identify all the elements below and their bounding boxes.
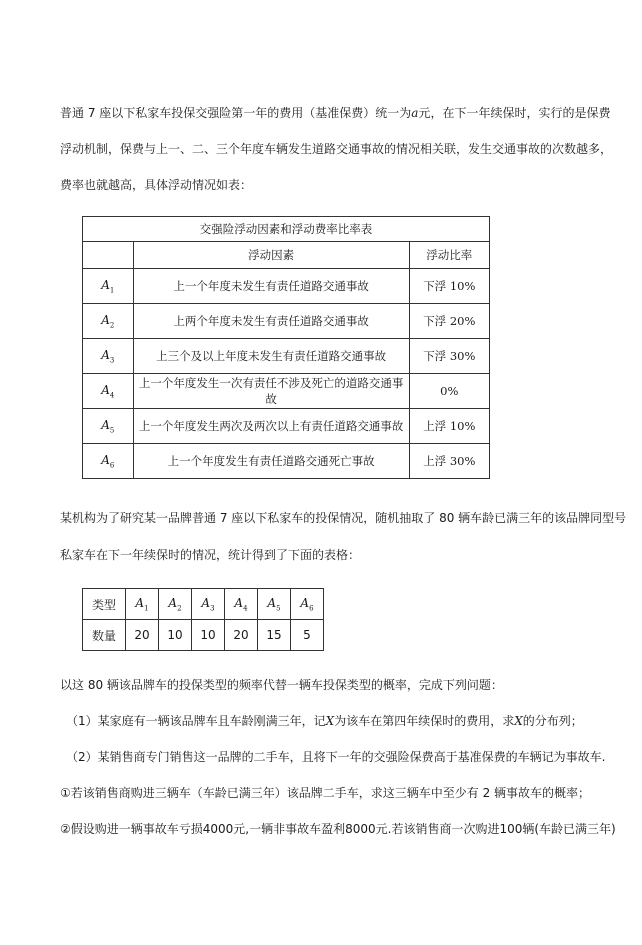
rate-factor: 上一个年度发生一次有责任不涉及死亡的道路交通事故 (133, 374, 409, 409)
rate-factor: 上两个年度未发生有责任道路交通事故 (133, 304, 409, 339)
rate-code: $A_6$ (83, 444, 134, 479)
rate-ratio: 0% (409, 374, 489, 409)
question-1-text: 为该车在第四年续保时的费用，求 (334, 714, 515, 728)
rate-ratio: 上浮 10% (409, 409, 489, 444)
rate-table-row (83, 409, 490, 444)
intro-text: 元，在下一年续保时，实行的是保费 (418, 106, 611, 120)
question-1-text: 的分布列； (522, 714, 583, 728)
type-count: 5 (291, 620, 324, 651)
rate-table-row (83, 374, 490, 409)
type-code: $A_3$ (192, 589, 225, 620)
count-table-count-label: 数量 (83, 620, 126, 651)
type-code: $A_1$ (126, 589, 159, 620)
question-2: （2）某销售商专门销售这一品牌的二手车，且将下一年的交强险保费高于基准保费的车辆记为事故车. (66, 750, 606, 764)
rate-table-header-blank (83, 242, 134, 269)
rate-table-title: 交强险浮动因素和浮动费率比率表 (83, 217, 490, 242)
intro-line-2: 浮动机制，保费与上一、二、三个年度车辆发生道路交通事故的情况相关联，发生交通事故的次数越多， (60, 142, 613, 156)
rate-ratio: 下浮 30% (409, 339, 489, 374)
rate-code: $A_2$ (83, 304, 134, 339)
rate-table-header-factor: 浮动因素 (133, 242, 409, 269)
var-x: X (514, 714, 523, 728)
question-2-part-2: ②假设购进一辆事故车亏损4000元,一辆非事故车盈利8000元.若该销售商一次购进100辆(车龄已满三年) (60, 822, 616, 836)
rate-factor: 上一个年度发生两次及两次以上有责任道路交通事故 (133, 409, 409, 444)
rate-code: $A_1$ (83, 269, 134, 304)
rate-factor: 上三个及以上年度未发生有责任道路交通事故 (133, 339, 409, 374)
intro-line-3: 费率也就越高，具体浮动情况如表： (60, 178, 253, 192)
rate-code: $A_3$ (83, 339, 134, 374)
type-count: 10 (192, 620, 225, 651)
question-1 (66, 714, 596, 728)
questions-lead: 以这 80 辆该品牌车的投保类型的频率代替一辆车投保类型的概率，完成下列问题： (60, 678, 503, 692)
rate-ratio: 下浮 20% (409, 304, 489, 339)
rate-factor: 上一个年度未发生有责任道路交通事故 (133, 269, 409, 304)
rate-factor: 上一个年度发生有责任道路交通死亡事故 (133, 444, 409, 479)
question-1-text: （1）某家庭有一辆该品牌车且车龄刚满三年，记 (66, 714, 326, 728)
var-a: a (411, 106, 419, 120)
rate-code: $A_4$ (83, 374, 134, 409)
type-count: 10 (159, 620, 192, 651)
type-code: $A_6$ (291, 589, 324, 620)
count-table-type-row (83, 589, 324, 620)
intro-text: 普通 7 座以下私家车投保交强险第一年的费用（基准保费）统一为 (60, 106, 412, 120)
rate-table (82, 216, 490, 479)
rate-table-row (83, 269, 490, 304)
type-count: 20 (126, 620, 159, 651)
var-x: X (325, 714, 335, 728)
type-count: 20 (225, 620, 258, 651)
count-table-type-label: 类型 (83, 589, 126, 620)
rate-ratio: 下浮 10% (409, 269, 489, 304)
count-table (82, 588, 324, 651)
question-2-part-1: ①若该销售商购进三辆车（车龄已满三年）该品牌二手车，求这三辆车中至少有 2 辆事故车的概率； (60, 786, 591, 800)
rate-table-row (83, 339, 490, 374)
rate-table-row (83, 444, 490, 479)
intro-line-1 (60, 106, 611, 120)
type-count: 15 (258, 620, 291, 651)
type-code: $A_2$ (159, 589, 192, 620)
mid-line-2: 私家车在下一年续保时的情况，统计得到了下面的表格： (60, 548, 361, 562)
count-table-count-row (83, 620, 324, 651)
rate-table-header-ratio: 浮动比率 (409, 242, 489, 269)
type-code: $A_4$ (225, 589, 258, 620)
rate-table-row (83, 304, 490, 339)
rate-code: $A_5$ (83, 409, 134, 444)
type-code: $A_5$ (258, 589, 291, 620)
mid-line-1: 某机构为了研究某一品牌普通 7 座以下私家车的投保情况，随机抽取了 80 辆车龄已满三年的该品牌同型号 (60, 511, 627, 525)
rate-ratio: 上浮 30% (409, 444, 489, 479)
